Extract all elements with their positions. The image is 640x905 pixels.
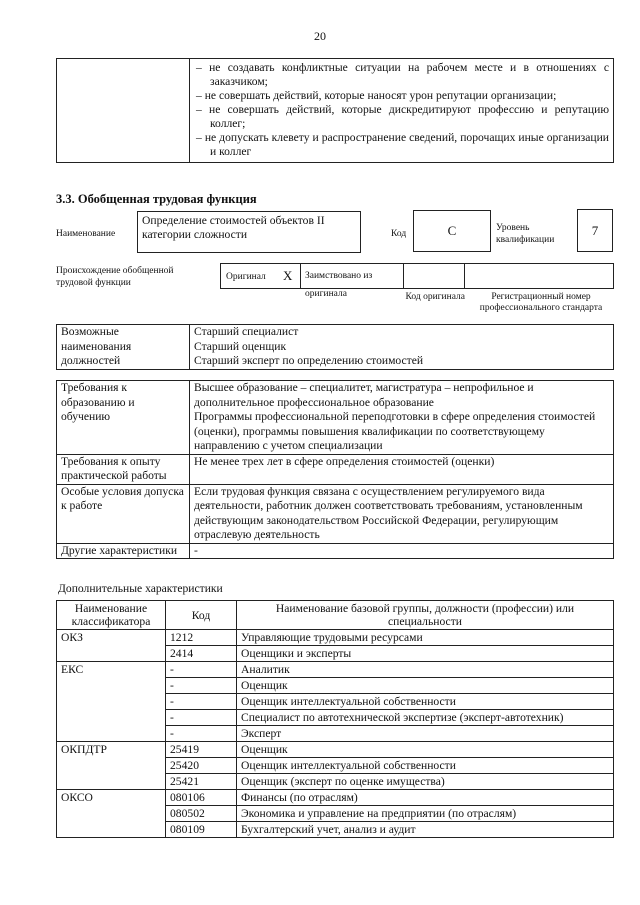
requirement-line: - bbox=[194, 543, 198, 557]
row-code: 080502 bbox=[166, 806, 237, 822]
row-code: 080106 bbox=[166, 790, 237, 806]
positions-table bbox=[56, 324, 614, 370]
requirement-line: Если трудовая функция связана с осуществлением регулируемого вида деятельности, работник должен соответствовать требованиям, установленным действующим законодательством Российской Федерации, регулирующим отраслевую деятельность bbox=[194, 484, 583, 541]
row-name: Управляющие трудовыми ресурсами bbox=[237, 630, 614, 646]
row-name: Бухгалтерский учет, анализ и аудит bbox=[237, 822, 614, 838]
requirement-label: Особые условия допуска к работе bbox=[57, 484, 190, 543]
row-name: Оценщик bbox=[237, 678, 614, 694]
requirement-line: Программы профессиональной переподготовки в сфере определения стоимостей (оценки), программы повышения квалификации по соответствующему направлению с учетом специализации bbox=[194, 410, 596, 452]
requirement-value bbox=[190, 454, 614, 484]
requirements-table bbox=[56, 380, 614, 559]
ethics-item: – не совершать действий, которые наносят урон репутации организации; bbox=[196, 89, 557, 102]
row-code: 25421 bbox=[166, 774, 237, 790]
requirement-label: Требования к образованию и обучению bbox=[57, 381, 190, 455]
row-name: Оценщик интеллектуальной собственности bbox=[237, 694, 614, 710]
row-name: Специалист по автотехнической экспертизе (эксперт-автотехник) bbox=[237, 710, 614, 726]
original-label: Оригинал bbox=[226, 272, 266, 282]
row-code: - bbox=[166, 726, 237, 742]
requirement-row bbox=[57, 543, 614, 559]
row-name: Оценщик bbox=[237, 742, 614, 758]
row-code: 1212 bbox=[166, 630, 237, 646]
row-name: Эксперт bbox=[237, 726, 614, 742]
table-row bbox=[57, 630, 614, 646]
row-code: 080109 bbox=[166, 822, 237, 838]
additional-title: Дополнительные характеристики bbox=[58, 582, 223, 595]
row-code: - bbox=[166, 662, 237, 678]
original-mark: X bbox=[283, 268, 293, 283]
requirement-value bbox=[190, 484, 614, 543]
row-name: Аналитик bbox=[237, 662, 614, 678]
reg-num-cell bbox=[464, 263, 614, 289]
positions-values bbox=[190, 325, 614, 370]
row-name: Оценщик (эксперт по оценке имущества) bbox=[237, 774, 614, 790]
level-label: Уровень квалификации bbox=[496, 223, 555, 245]
position-item: Старший оценщик bbox=[194, 339, 287, 353]
classifier-name: ОКСО bbox=[57, 790, 166, 838]
row-name: Финансы (по отраслям) bbox=[237, 790, 614, 806]
row-code: - bbox=[166, 710, 237, 726]
header-code: Код bbox=[166, 601, 237, 630]
row-name: Экономика и управление на предприятии (по отраслям) bbox=[237, 806, 614, 822]
positions-label: Возможные наименования должностей bbox=[57, 325, 190, 370]
ethics-table bbox=[56, 58, 614, 163]
origin-label: Происхождение обобщенной трудовой функции bbox=[56, 266, 174, 288]
function-name-box: Определение стоимостей объектов II категории сложности bbox=[137, 211, 361, 253]
requirement-line: Не менее трех лет в сфере определения стоимостей (оценки) bbox=[194, 454, 495, 468]
orig-code-caption: Код оригинала bbox=[405, 292, 465, 302]
row-name: Оценщик интеллектуальной собственности bbox=[237, 758, 614, 774]
row-code: 2414 bbox=[166, 646, 237, 662]
row-name: Оценщики и эксперты bbox=[237, 646, 614, 662]
name-label: Наименование bbox=[56, 229, 116, 239]
requirement-row bbox=[57, 381, 614, 455]
requirement-line: Высшее образование – специалитет, магистратура – непрофильное и дополнительное профессиональное образование bbox=[194, 381, 534, 409]
classifier-table bbox=[56, 600, 614, 838]
requirement-row bbox=[57, 454, 614, 484]
header-name: Наименование базовой группы, должности (профессии) или специальности bbox=[237, 601, 614, 630]
page-number: 20 bbox=[314, 29, 326, 43]
ethics-empty-cell bbox=[57, 59, 190, 163]
row-code: - bbox=[166, 678, 237, 694]
header-classifier: Наименование классификатора bbox=[57, 601, 166, 630]
classifier-name: ЕКС bbox=[57, 662, 166, 742]
row-code: 25420 bbox=[166, 758, 237, 774]
original-cell bbox=[220, 263, 301, 289]
borrowed-cell bbox=[300, 263, 404, 299]
row-code: - bbox=[166, 694, 237, 710]
section-title: 3.3. Обобщенная трудовая функция bbox=[56, 192, 257, 206]
requirement-row bbox=[57, 484, 614, 543]
requirement-label: Другие характеристики bbox=[57, 543, 190, 559]
ethics-item: – не совершать действий, которые дискредитируют профессию и репутацию коллег; bbox=[196, 103, 609, 130]
orig-code-cell bbox=[403, 263, 465, 289]
table-row bbox=[57, 790, 614, 806]
classifier-name: ОКЗ bbox=[57, 630, 166, 662]
position-item: Старший эксперт по определению стоимостей bbox=[194, 354, 424, 367]
position-item: Старший специалист bbox=[194, 325, 299, 338]
ethics-item: – не создавать конфликтные ситуации на рабочем месте и в отношениях с заказчиком; bbox=[196, 61, 609, 88]
classifier-name: ОКПДТР bbox=[57, 742, 166, 790]
requirement-value bbox=[190, 543, 614, 559]
ethics-list bbox=[194, 59, 609, 162]
table-row bbox=[57, 742, 614, 758]
requirement-value bbox=[190, 381, 614, 455]
reg-num-caption: Регистрационный номер профессионального стандарта bbox=[479, 292, 603, 313]
level-box: 7 bbox=[577, 209, 613, 252]
code-label: Код bbox=[391, 229, 407, 239]
code-box: C bbox=[413, 210, 491, 252]
borrowed-label: Заимствовано из оригинала bbox=[305, 271, 373, 299]
table-row bbox=[57, 662, 614, 678]
requirement-label: Требования к опыту практической работы bbox=[57, 454, 190, 484]
ethics-list-cell bbox=[190, 59, 614, 163]
ethics-item: – не допускать клевету и распространение сведений, порочащих иные организации и коллег bbox=[196, 131, 609, 158]
row-code: 25419 bbox=[166, 742, 237, 758]
